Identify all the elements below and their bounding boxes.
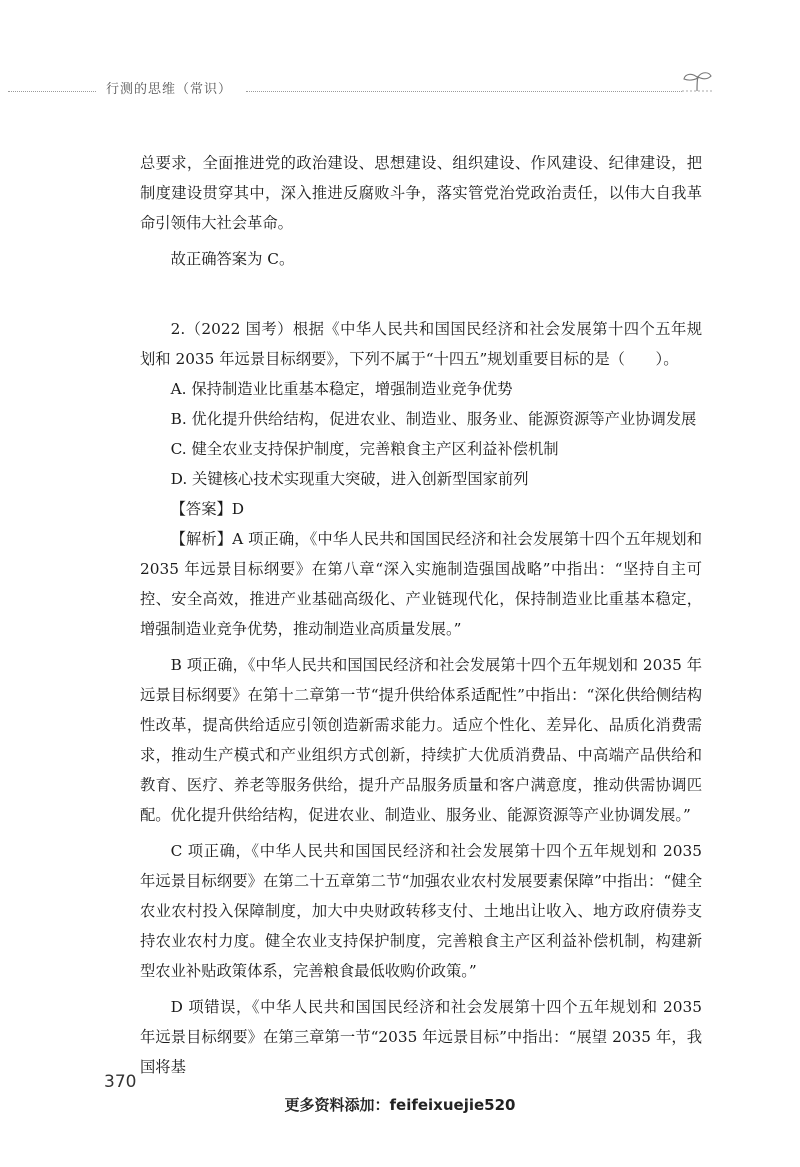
footer-note: 更多资料添加：feifeixuejie520 (284, 1096, 516, 1114)
running-header-title: 行测的思维（常识） (106, 82, 233, 97)
option-b: B. 优化提升供给结构，促进农业、制造业、服务业、能源资源等产业协调发展 (170, 410, 697, 428)
option-a: A. 保持制造业比重基本稳定，增强制造业竞争优势 (170, 380, 513, 398)
analysis-c: C 项正确，《中华人民共和国国民经济和社会发展第十四个五年规划和 2035 年远景目标纲要》在第二十五章第二节“加强农业农村发展要素保障”中指出：“健全农业农村投入保障制度，加大中央财政转移支付、土地出让收入、地方政府债券支持农业农村力度。健全农业支持保护制度，完善粮食主产区利益补偿机制，构建新型农业补贴政策体系，完善粮食最低收购价政策。” (140, 842, 702, 980)
page-number: 370 (104, 1072, 137, 1092)
analysis-b: B 项正确，《中华人民共和国国民经济和社会发展第十四个五年规划和 2035 年远景目标纲要》在第十二章第一节“提升供给体系适配性”中指出：“深化供给侧结构性改革，提高供给适应引领创造新需求能力。适应个性化、差异化、品质化消费需求，推动生产模式和产业组织方式创新，持续扩大优质消费品、中高端产品供给和教育、医疗、养老等服务供给，提升产品服务质量和客户满意度，推动供需协调匹配。优化提升供给结构，促进农业、制造业、服务业、能源资源等产业协调发展。” (140, 656, 702, 824)
answer-line: 【答案】D (170, 500, 245, 518)
question-stem: 2.（2022 国考）根据《中华人民共和国国民经济和社会发展第十四个五年规划和 2035 年远景目标纲要》，下列不属于“十四五”规划重要目标的是（ ）。 (140, 320, 702, 368)
conclusion-text: 故正确答案为 C。 (170, 250, 295, 268)
page-content (140, 148, 702, 1082)
option-d: D. 关键核心技术实现重大突破，进入创新型国家前列 (170, 470, 529, 488)
header-rule-right (246, 91, 682, 92)
option-c: C. 健全农业支持保护制度，完善粮食主产区利益补偿机制 (170, 440, 559, 458)
analysis-a: 【解析】A 项正确，《中华人民共和国国民经济和社会发展第十四个五年规划和 2035 年远景目标纲要》在第八章“深入实施制造强国战略”中指出：“坚持自主可控、安全高效，推进产业基础高级化、产业链现代化，保持制造业比重基本稳定，增强制造业竞争优势，推动制造业高质量发展。” (140, 530, 702, 638)
analysis-d: D 项错误，《中华人民共和国国民经济和社会发展第十四个五年规划和 2035 年远景目标纲要》在第三章第一节“2035 年远景目标”中指出：“展望 2035 年，我国将基 (140, 998, 702, 1076)
header-rule-left (8, 91, 96, 92)
paragraph-continued: 总要求，全面推进党的政治建设、思想建设、组织建设、作风建设、纪律建设，把制度建设贯穿其中，深入推进反腐败斗争，落实管党治党政治责任，以伟大自我革命引领伟大社会革命。 (140, 154, 702, 232)
sprout-icon (680, 70, 714, 92)
